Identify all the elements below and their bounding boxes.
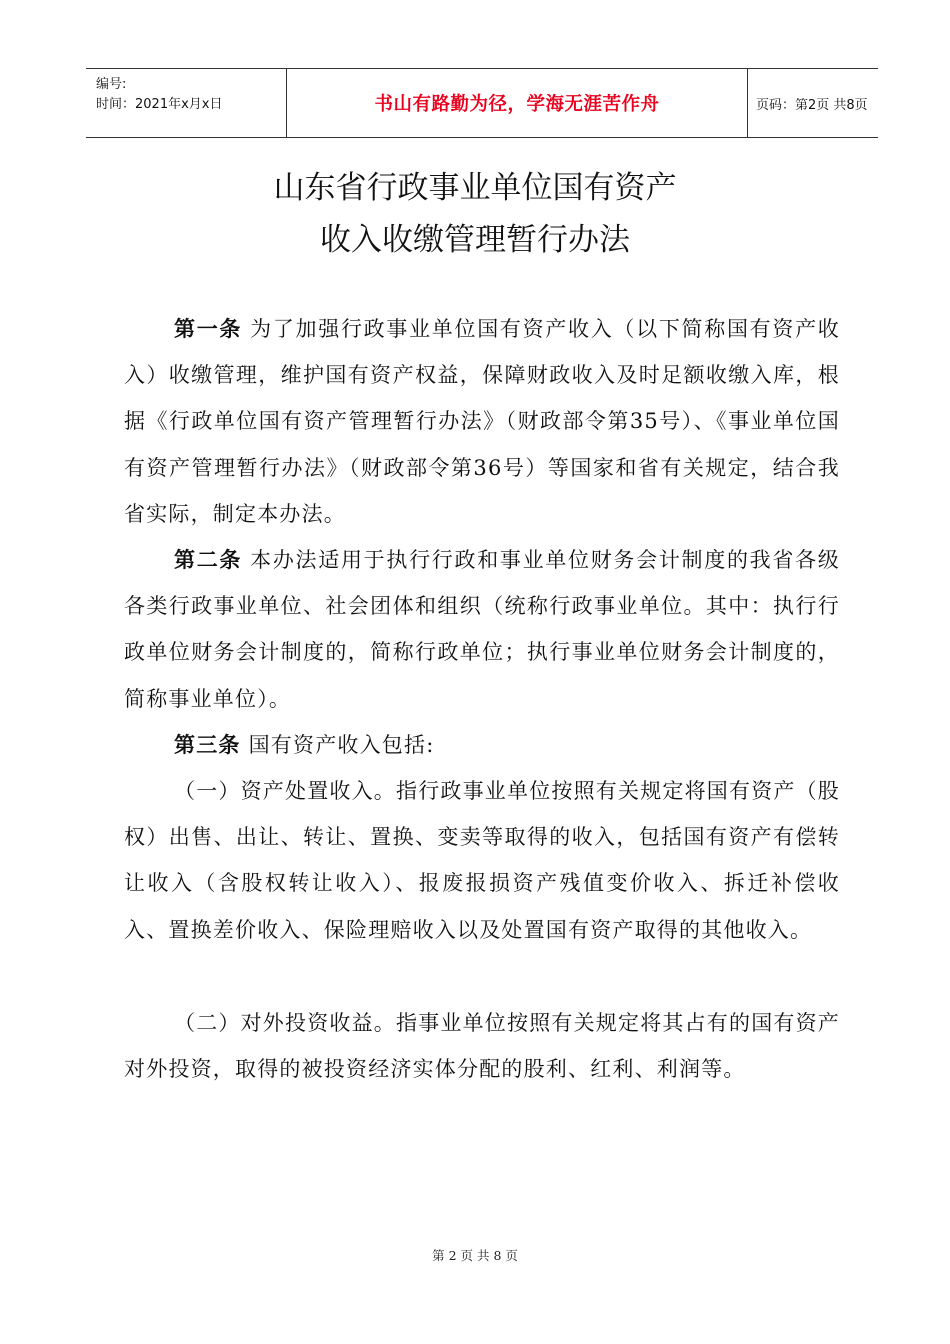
article-3 <box>124 722 840 768</box>
document-title-line1: 山东省行政事业单位国有资产 <box>273 170 677 206</box>
time-label: 时间：2021年x月x日 <box>96 97 223 112</box>
article-3-text: 国有资产收入包括: <box>248 733 435 757</box>
item-2: （二）对外投资收益。指事业单位按照有关规定将其占有的国有资产对外投资，取得的被投资经济实体分配的股利、红利、利润等。 <box>124 1011 840 1082</box>
article-1 <box>124 306 840 537</box>
header-slogan-cell <box>286 69 748 137</box>
serial-label: 编号: <box>96 77 127 92</box>
article-2-text: 本办法适用于执行行政和事业单位财务会计制度的我省各级各类行政事业单位、社会团体和组织（统称行政事业单位。其中：执行行政单位财务会计制度的，简称行政单位；执行事业单位财务会计制度的，简称事业单位）。 <box>124 548 840 711</box>
item-1: （一）资产处置收入。指行政事业单位按照有关规定将国有资产（股权）出售、出让、转让、置换、变卖等取得的收入，包括国有资产有偿转让收入（含股权转让收入）、报废报损资产残值变价收入、拆迁补偿收入、置换差价收入、保险理赔收入以及处置国有资产取得的其他收入。 <box>124 779 840 942</box>
article-3-heading: 第三条 <box>174 733 241 757</box>
header-page-number: 页码：第2页 共8页 <box>756 97 868 113</box>
article-1-text: 为了加强行政事业单位国有资产收入（以下简称国有资产收入）收缴管理，维护国有资产权益，保障财政收入及时足额收缴入库，根据《行政单位国有资产管理暂行办法》（财政部令第35号）、《事业单位国有资产管理暂行办法》（财政部令第36号）等国家和省有关规定，结合我省实际，制定本办法。 <box>124 317 840 526</box>
header-slogan: 书山有路勤为径，学海无涯苦作舟 <box>374 94 660 115</box>
page-footer: 第 2 页 共 8 页 <box>432 1248 518 1263</box>
article-1-heading: 第一条 <box>174 317 243 341</box>
article-2 <box>124 537 840 722</box>
header-page-cell <box>748 69 878 137</box>
document-header <box>86 68 878 138</box>
document-title-line2: 收入收缴管理暂行办法 <box>320 222 630 258</box>
header-meta <box>86 69 286 137</box>
article-2-heading: 第二条 <box>174 548 243 572</box>
